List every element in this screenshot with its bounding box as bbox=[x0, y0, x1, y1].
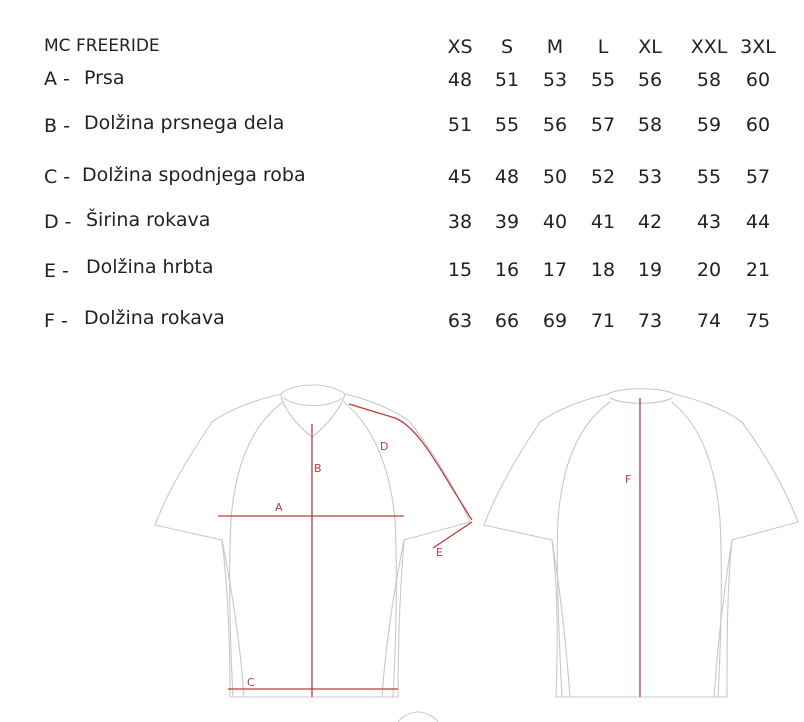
measure-label-b: B bbox=[314, 462, 322, 475]
logo-arc bbox=[398, 712, 438, 722]
table-cell: 48 bbox=[447, 69, 473, 91]
table-cell: 53 bbox=[637, 166, 663, 188]
size-header: S bbox=[500, 36, 514, 58]
table-cell: 40 bbox=[542, 211, 568, 233]
table-cell: 74 bbox=[696, 310, 722, 332]
table-cell: 38 bbox=[447, 211, 473, 233]
table-cell: 39 bbox=[494, 211, 520, 233]
row-letter: F - bbox=[44, 310, 68, 332]
table-cell: 52 bbox=[590, 166, 616, 188]
table-cell: 73 bbox=[637, 310, 663, 332]
size-header: M bbox=[546, 36, 564, 58]
table-cell: 42 bbox=[637, 211, 663, 233]
table-cell: 43 bbox=[696, 211, 722, 233]
table-cell: 56 bbox=[637, 69, 663, 91]
size-header: L bbox=[597, 36, 609, 58]
table-cell: 16 bbox=[494, 259, 520, 281]
table-cell: 71 bbox=[590, 310, 616, 332]
row-letter: D - bbox=[44, 211, 72, 233]
table-cell: 51 bbox=[494, 69, 520, 91]
table-cell: 50 bbox=[542, 166, 568, 188]
table-cell: 15 bbox=[447, 259, 473, 281]
table-cell: 20 bbox=[696, 259, 722, 281]
measure-label-d: D bbox=[380, 440, 389, 453]
table-cell: 63 bbox=[447, 310, 473, 332]
table-cell: 17 bbox=[542, 259, 568, 281]
table-cell: 45 bbox=[447, 166, 473, 188]
table-cell: 48 bbox=[494, 166, 520, 188]
row-name: Dolžina spodnjega roba bbox=[82, 164, 306, 186]
table-cell: 18 bbox=[590, 259, 616, 281]
table-cell: 69 bbox=[542, 310, 568, 332]
jersey-back-outline bbox=[484, 389, 798, 697]
table-cell: 58 bbox=[637, 114, 663, 136]
table-cell: 56 bbox=[542, 114, 568, 136]
measure-label-a: A bbox=[275, 501, 283, 514]
table-cell: 53 bbox=[542, 69, 568, 91]
measure-line-e bbox=[433, 522, 472, 548]
chart-title: MC FREERIDE bbox=[44, 36, 160, 56]
table-cell: 57 bbox=[590, 114, 616, 136]
row-name: Dolžina rokava bbox=[84, 307, 225, 329]
table-cell: 60 bbox=[745, 114, 771, 136]
size-header: XXL bbox=[690, 36, 728, 58]
row-name: Dolžina hrbta bbox=[86, 256, 214, 278]
size-header: XL bbox=[638, 36, 662, 58]
size-header: XS bbox=[447, 36, 473, 58]
table-cell: 21 bbox=[745, 259, 771, 281]
row-name: Dolžina prsnega dela bbox=[84, 112, 285, 134]
table-cell: 44 bbox=[745, 211, 771, 233]
table-cell: 55 bbox=[590, 69, 616, 91]
table-cell: 57 bbox=[745, 166, 771, 188]
table-cell: 55 bbox=[696, 166, 722, 188]
row-name: Prsa bbox=[84, 67, 125, 89]
jersey-back-measurements bbox=[625, 398, 640, 697]
row-letter: B - bbox=[44, 115, 70, 137]
row-name: Širina rokava bbox=[86, 209, 211, 231]
measure-label-c: C bbox=[247, 676, 255, 689]
jersey-front-measurements bbox=[218, 404, 472, 697]
table-cell: 75 bbox=[745, 310, 771, 332]
table-cell: 19 bbox=[637, 259, 663, 281]
table-cell: 60 bbox=[745, 69, 771, 91]
row-letter: A - bbox=[44, 68, 70, 90]
measure-line-d bbox=[349, 404, 472, 520]
table-cell: 66 bbox=[494, 310, 520, 332]
size-header: 3XL bbox=[740, 36, 776, 58]
table-cell: 59 bbox=[696, 114, 722, 136]
table-cell: 41 bbox=[590, 211, 616, 233]
table-cell: 51 bbox=[447, 114, 473, 136]
row-letter: E - bbox=[44, 260, 69, 282]
measure-label-e: E bbox=[436, 546, 443, 559]
measure-label-f: F bbox=[625, 473, 632, 486]
row-letter: C - bbox=[44, 166, 71, 188]
table-cell: 55 bbox=[494, 114, 520, 136]
table-cell: 58 bbox=[696, 69, 722, 91]
